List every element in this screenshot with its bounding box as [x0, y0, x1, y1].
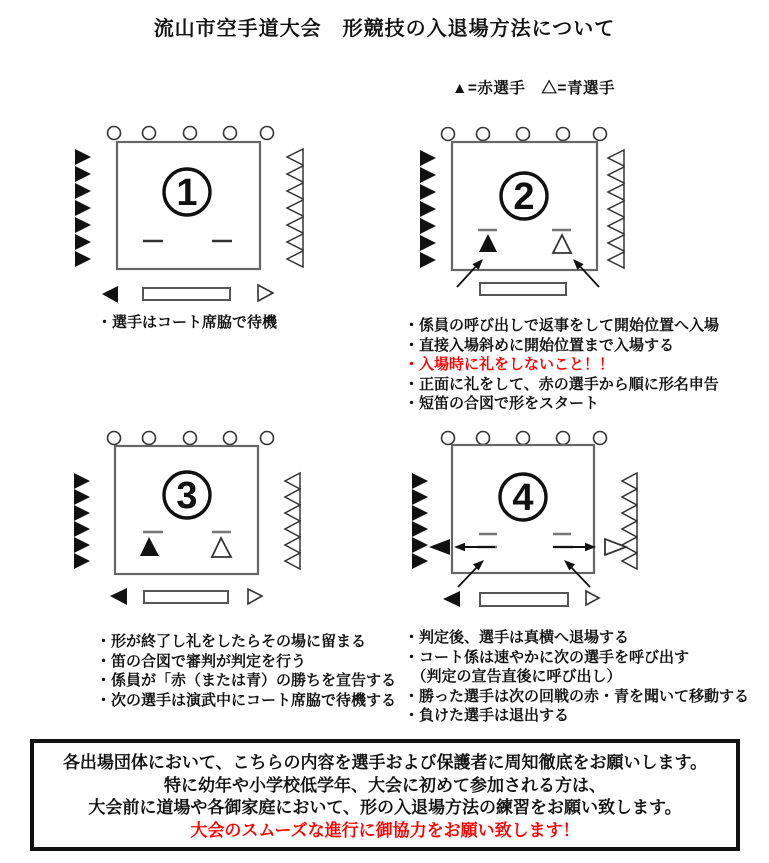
notice-line: 大会前に道場や各御家庭において、形の入退場方法の練習をお願い致します。: [88, 798, 682, 817]
note-line: ・正面に礼をして、赤の選手から順に形名申告: [404, 375, 719, 393]
note-line: ・次の選手は演武中にコート席脇で待機する: [96, 691, 397, 709]
officials-table: [480, 593, 568, 606]
notice-line: 特に幼年や小学校低学年、大会に初めて参加される方は、: [164, 775, 606, 795]
diagram-step3-graphic: [60, 417, 380, 617]
step3-notes: [96, 632, 396, 710]
step-number: 3: [176, 475, 198, 517]
blue-side-marker-icon: [258, 285, 273, 301]
blue-side-marker-icon: [586, 591, 599, 605]
blue-player-queue: [287, 149, 303, 267]
red-side-marker-icon: [443, 591, 460, 607]
officials-table: [480, 283, 566, 295]
note-line: ・選手はコート席脇で待機: [97, 314, 278, 331]
diagram-step4: [400, 417, 720, 617]
judges-row: [442, 128, 607, 141]
step-number: 2: [513, 176, 535, 218]
note-line: ・直接入場斜めに開始位置まで入場する: [404, 336, 675, 354]
note-line: （判定の宣告直後に呼び出し）: [404, 668, 622, 685]
note-line: ・笛の合図で審判が判定を行う: [96, 652, 307, 670]
diagram-step1: [60, 112, 380, 312]
note-line: ・判定後、選手は真横へ退場する: [404, 629, 630, 646]
player-legend: ▲=赤選手 △=青選手: [452, 80, 615, 97]
note-line: ・係員の呼び出しで返事をして開始位置へ入場: [404, 317, 720, 334]
notice-line-emphasis: 大会のスムーズな進行に御協力をお願い致します！: [190, 820, 580, 840]
diagram-step4-graphic: [400, 417, 720, 617]
note-line: ・負けた選手は退出する: [404, 707, 570, 724]
officials-table: [144, 591, 228, 603]
blue-player-queue: [285, 473, 300, 569]
blue-player-queue: [622, 473, 637, 569]
judges-row: [108, 127, 274, 140]
blue-player-queue: [608, 150, 624, 268]
blue-side-marker-icon: [248, 589, 262, 604]
note-line: ・勝った選手は次の回戦の赤・青を聞いて移動する: [404, 687, 750, 705]
judges-row: [442, 432, 607, 445]
notice-box: [30, 739, 740, 851]
note-line: ・形が終了し礼をしたらその場に留まる: [96, 633, 367, 650]
diagram-step2: [400, 112, 720, 312]
judges-row: [108, 432, 274, 445]
red-player-exiting-icon: [429, 539, 450, 555]
red-side-marker-icon: [102, 286, 118, 303]
note-line: ・係員が「赤（または青）の勝ちを宣告する: [96, 672, 397, 689]
page-title: 流山市空手道大会 形競技の入退場方法について: [153, 18, 616, 40]
note-line-emphasis: ・入場時に礼をしないこと！！: [404, 356, 615, 373]
officials-table: [143, 288, 230, 300]
red-player-queue: [75, 149, 91, 267]
diagram-step1-graphic: [60, 112, 380, 312]
step2-notes: [404, 316, 719, 414]
red-side-marker-icon: [110, 588, 127, 605]
blue-player-exiting-icon: [605, 539, 626, 555]
red-player-queue: [420, 150, 436, 268]
step1-notes: [97, 313, 277, 333]
note-line: ・コート係は速やかに次の選手を呼び出す: [404, 648, 690, 666]
diagram-step2-graphic: [400, 112, 720, 312]
step-number: 1: [176, 172, 198, 214]
step4-notes: [404, 628, 749, 726]
red-player-queue: [412, 473, 428, 569]
notice-line: 各出場団体において、こちらの内容を選手および保護者に周知徹底をお願いします。: [62, 753, 708, 772]
red-player-queue: [74, 473, 90, 569]
diagram-step3: [60, 417, 380, 617]
step-number: 4: [512, 477, 534, 519]
note-line: ・短笛の合図で形をスタート: [404, 395, 600, 412]
